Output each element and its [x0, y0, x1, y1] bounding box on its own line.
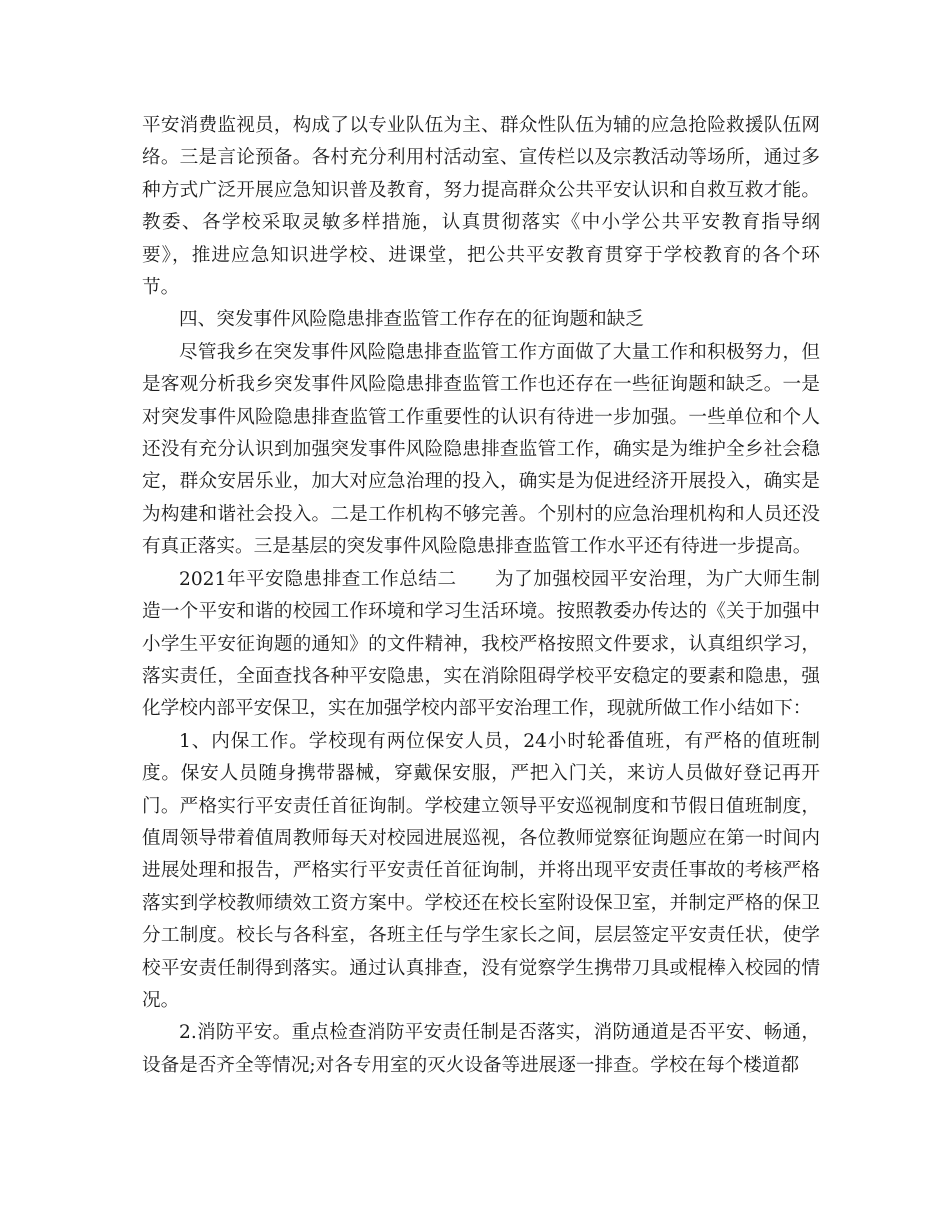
section-heading-four: 四、突发事件风险隐患排查监管工作存在的征询题和缺乏	[179, 309, 644, 331]
paragraph-continuation: 平安消费监视员，构成了以专业队伍为主、群众性队伍为辅的应急抢险救援队伍网络。三是言论预备。各村充分利用村活动室、宣传栏以及宗教活动等场所，通过多种方式广泛开展应急知识普及教育，努力提高群众公共平安认识和自救互救才能。教委、各学校采取灵敏多样措施，认真贯彻落实《中小学公共平安教育指导纲要》，推进应急知识进学校、进课堂，把公共平安教育贯穿于学校教育的各个环节。	[142, 115, 820, 299]
paragraph-internal-security: 1、内保工作。学校现有两位保安人员，24小时轮番值班，有严格的值班制度。保安人员随身携带器械，穿戴保安服，严把入门关，来访人员做好登记再开门。严格实行平安责任首征询制。学校建立领导平安巡视制度和节假日值班制度，值周领导带着值周教师每天对校园进展巡视，各位教师觉察征询题应在第一时间内进展处理和报告，严格实行平安责任首征询制，并将出现平安责任事故的考核严格落实到学校教师绩效工资方案中。学校还在校长室附设保卫室，并制定严格的保卫分工制度。校长与各科室，各班主任与学生家长之间，层层签定平安责任状，使学校平安责任制得到落实。通过认真排查，没有觉察学生携带刀具或棍棒入校园的情况。	[142, 730, 820, 1011]
paragraph-summary-two-intro: 2021年平安隐患排查工作总结二 为了加强校园平安治理，为广大师生制造一个平安和谐的校园工作环境和学习生活环境。按照教委办传达的《关于加强中小学生平安征询题的通知》的文件精神，我校严格按照文件要求，认真组织学习，落实责任，全面查找各种平安隐患，实在消除阻碍学校平安稳定的要素和隐患，强化学校内部平安保卫，实在加强学校内部平安治理工作，现就所做工作小结如下：	[142, 568, 820, 720]
paragraph-fire-safety: 2.消防平安。重点检查消防平安责任制是否落实，消防通道是否平安、畅通，设备是否齐全等情况;对各专用室的灭火设备等进展逐一排查。学校在每个楼道都	[142, 1022, 820, 1076]
document-page	[142, 110, 820, 1082]
paragraph-problems: 尽管我乡在突发事件风险隐患排查监管工作方面做了大量工作和积极努力，但是客观分析我乡突发事件风险隐患排查监管工作也还存在一些征询题和缺乏。一是对突发事件风险隐患排查监管工作重要性的认识有待进一步加强。一些单位和个人还没有充分认识到加强突发事件风险隐患排查监管工作，确实是为维护全乡社会稳定，群众安居乐业，加大对应急治理的投入，确实是为促进经济开展投入，确实是为构建和谐社会投入。二是工作机构不够完善。个别村的应急治理机构和人员还没有真正落实。三是基层的突发事件风险隐患排查监管工作水平还有待进一步提高。	[142, 341, 820, 558]
